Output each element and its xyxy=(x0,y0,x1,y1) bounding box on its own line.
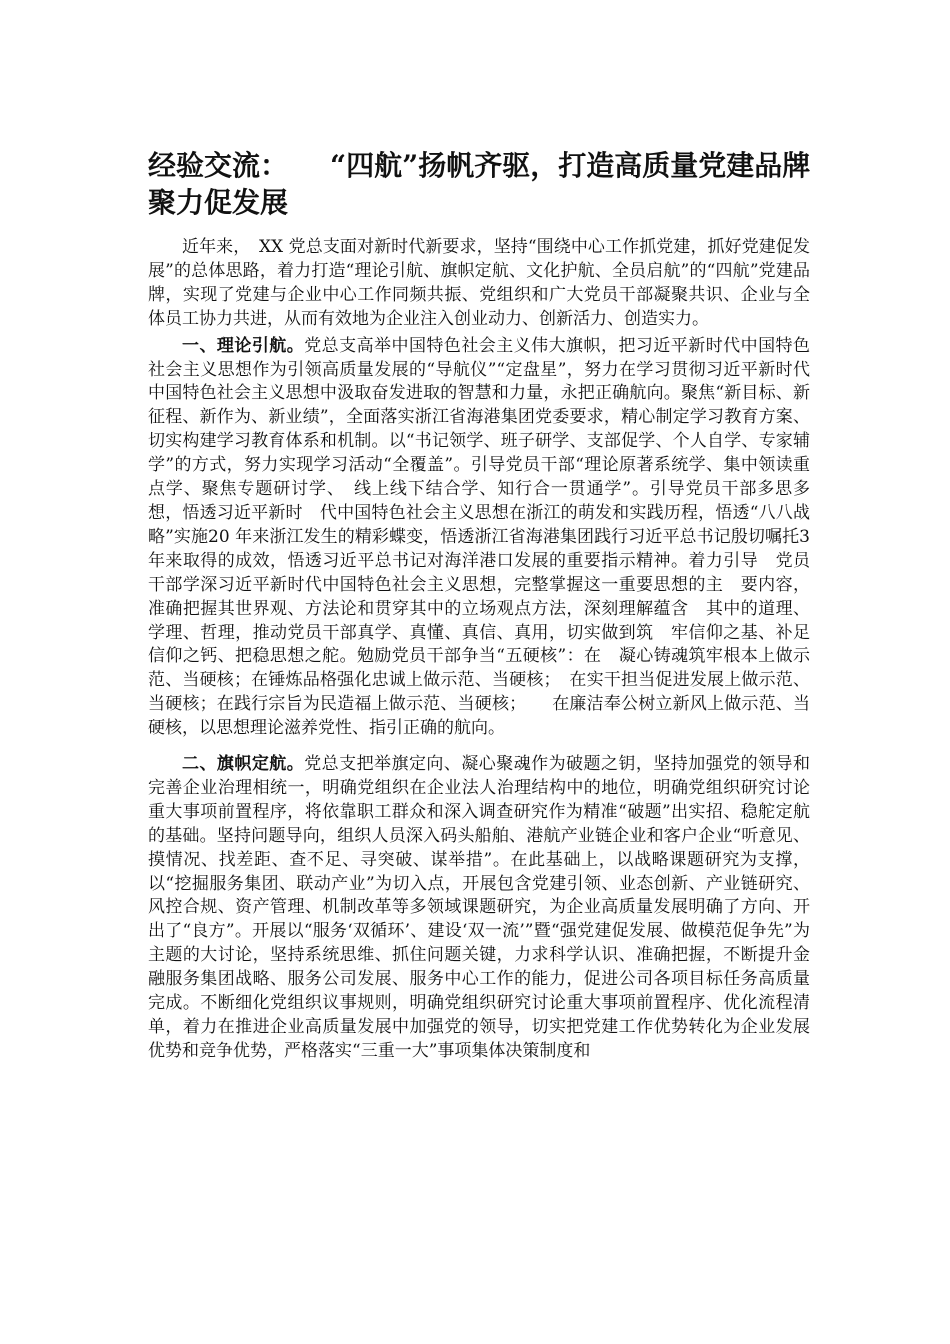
intro-paragraph xyxy=(148,236,810,332)
section-flag-heading: 二、旗帜定航。 xyxy=(182,754,305,775)
intro-text: 近年来， XX 党总支面对新时代新要求，坚持“围绕中心工作抓党建，抓好党建促发展”的总体思路，着力打造“理论引航、旗帜定航、文化护航、全员启航”的“四航”党建品牌，实现了党建与企业中心工作同频共振、党组织和广大党员干部凝聚共识、企业与全体员工协力共进，从而有效地为企业注入创业动力、创新活力、创造实力。 xyxy=(148,237,810,329)
document-title: 经验交流： “四航”扬帆齐驱，打造高质量党建品牌聚力促发展 xyxy=(148,149,811,219)
section-flag-paragraph xyxy=(148,753,810,1064)
document-body xyxy=(148,236,810,1064)
section-theory-heading: 一、理论引航。 xyxy=(182,335,305,356)
section-theory-paragraph xyxy=(148,335,810,741)
section-theory-text: 党总支高举中国特色社会主义伟大旗帜，把习近平新时代中国特色社会主义思想作为引领高质量发展的“导航仪”“定盘星”，努力在学习贯彻习近平新时代中国特色社会主义思想中汲取奋发进取的智慧和力量，永把正确航向。聚焦“新目标、新征程、新作为、新业绩”，全面落实浙江省海港集团党委要求，精心制定学习教育方案、切实构建学习教育体系和机制。以“书记领学、班子研学、支部促学、个人自学、专家辅学”的方式，努力实现学习活动“全覆盖”。引导党员干部“理论原著系统学、集中领读重点学、聚焦专题研讨学、 线上线下结合学、知行合一贯通学”。引导党员干部多思多想，悟透习近平新时 代中国特色社会主义思想在浙江的萌发和实践历程，悟透“八八战略”实施20 年来浙江发生的精彩蝶变，悟透浙江省海港集团践行习近平总书记殷切嘱托3 年来取得的成效，悟透习近平总书记对海洋港口发展的重要指示精神。着力引导 党员干部学深习近平新时代中国特色社会主义思想，完整掌握这一重要思想的主 要内容，准确把握其世界观、方法论和贯穿其中的立场观点方法，深刻理解蕴含 其中的道理、学理、哲理，推动党员干部真学、真懂、真信、真用，切实做到筑 牢信仰之基、补足信仰之钙、把稳思想之舵。勉励党员干部争当“五硬核”：在 凝心铸魂筑牢根本上做示范、当硬核；在锤炼品格强化忠诚上做示范、当硬核； 在实干担当促进发展上做示范、当硬核；在践行宗旨为民造福上做示范、当硬核； 在廉洁奉公树立新风上做示范、当硬核，以思想理论滋养党性、指引正确的航向。 xyxy=(148,335,811,739)
section-flag-text: 党总支把举旗定向、凝心聚魂作为破题之钥，坚持加强党的领导和完善企业治理相统一，明确党组织在企业法人治理结构中的地位，明确党组织研究讨论重大事项前置程序，将依靠职工群众和深入调查研究作为精准“破题”出实招、稳舵定航的基础。坚持问题导向，组织人员深入码头船舶、港航产业链企业和客户企业“听意见、摸情况、找差距、查不足、寻突破、谋举措”。在此基础上，以战略课题研究为支撑，以“挖掘服务集团、联动产业”为切入点，开展包含党建引领、业态创新、产业链研究、风控合规、资产管理、机制改革等多领域课题研究，为企业高质量发展明确了方向、开出了“良方”。开展以“服务‘双循环’、建设‘双一流’”暨“强党建促发展、做模范促争先”为主题的大讨论，坚持系统思维、抓住问题关键，力求科学认识、准确把握，不断提升金融服务集团战略、服务公司发展、服务中心工作的能力，促进公司各项目标任务高质量完成。不断细化党组织议事规则，明确党组织研究讨论重大事项前置程序、优化流程清单，着力在推进企业高质量发展中加强党的领导，切实把党建工作优势转化为企业发展优势和竞争优势，严格落实“三重一大”事项集体决策制度和 xyxy=(148,754,811,1061)
